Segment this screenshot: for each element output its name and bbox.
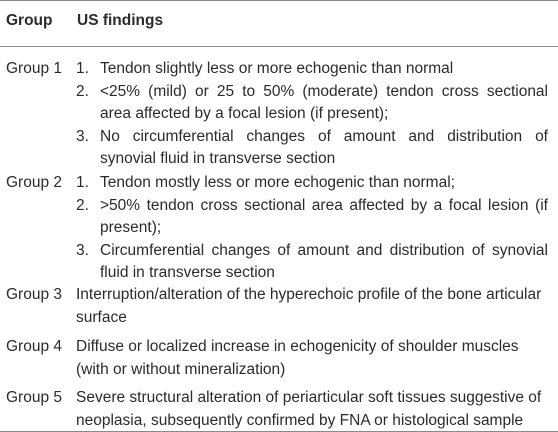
header-group: Group <box>6 12 53 29</box>
header-us-findings: US findings <box>77 12 164 29</box>
group-label: Group 3 <box>6 286 63 303</box>
group-label: Group 4 <box>6 338 63 355</box>
item-number: 2. <box>76 196 89 214</box>
item-text: >50% tendon cross sectional area affected by a focal lesion (if present); <box>100 196 548 236</box>
item-number: 1. <box>76 60 89 77</box>
findings-list <box>76 58 548 171</box>
group-label: Group 2 <box>6 174 63 191</box>
table-top-rule <box>0 0 558 1</box>
item-text: Circumferential changes of amount and distribution of synovial fluid in transverse section <box>100 241 548 281</box>
item-number: 3. <box>76 241 89 259</box>
table-header-row <box>0 12 558 34</box>
findings-list <box>76 172 548 285</box>
list-item <box>76 81 548 126</box>
group-label: Group 5 <box>6 389 63 406</box>
group-label: Group 1 <box>6 60 63 77</box>
item-number: 2. <box>76 82 89 100</box>
item-text: No circumferential changes of amount and distribution of synovial fluid in transverse section <box>100 127 548 167</box>
list-item <box>76 172 548 195</box>
table-header-rule <box>0 46 558 47</box>
list-item <box>76 195 548 240</box>
finding-text: Interruption/alteration of the hyperechoic profile of the bone articular surface <box>76 286 542 326</box>
list-item <box>76 240 548 285</box>
item-text: Tendon mostly less or more echogenic than normal; <box>100 174 455 191</box>
finding-text: Diffuse or localized increase in echogenicity of shoulder muscles (with or without mineralization) <box>76 338 519 378</box>
item-text: Tendon slightly less or more echogenic than normal <box>100 60 454 77</box>
list-item <box>76 126 548 171</box>
finding-text: Severe structural alteration of periarticular soft tissues suggestive of neoplasia, subsequently confirmed by FNA or histological sample <box>76 389 542 429</box>
item-text: <25% (mild) or 25 to 50% (moderate) tendon cross sectional area affected by a focal lesion (if present); <box>100 82 548 122</box>
list-item <box>76 58 548 81</box>
item-number: 3. <box>76 127 89 145</box>
item-number: 1. <box>76 174 89 191</box>
